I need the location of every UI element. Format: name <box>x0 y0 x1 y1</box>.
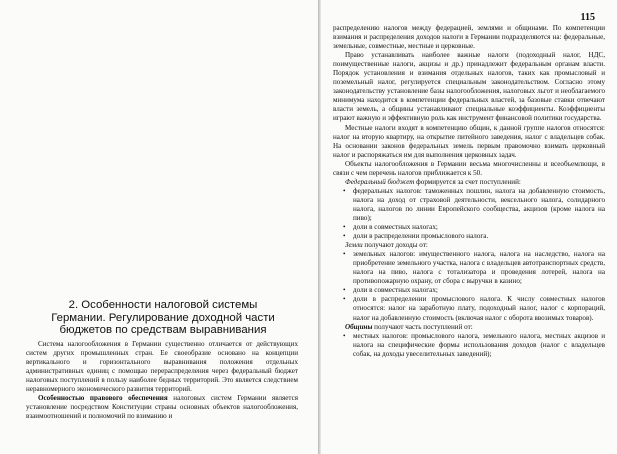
list-item-text: местных налогов: промыслового налога, земельного налога, местных акцизов и налога на специфические формы использования доходов (налог с владельцев собак, на доходы увеселительных заведений); <box>353 331 605 358</box>
heading-line-1: 2. Особенности налоговой системы <box>68 299 258 311</box>
list-item <box>333 223 605 232</box>
list-item <box>333 332 605 359</box>
list-item-text: доли в совместных налогах; <box>353 286 438 295</box>
federal-budget-term: Федеральный бюджет <box>345 177 415 186</box>
bullet-icon: • <box>343 250 346 259</box>
federal-budget-intro <box>333 178 605 187</box>
bullet-icon: • <box>343 331 346 340</box>
list-item-text: земельных налогов: имущественного налога, налога на наследство, налога на приобретение земельного участка, налога с владельцев автотранспортных средств, налога на пиво, налога с тотализатора и проведения лотерей, налога на противопожарную охрану, от сбора с выручки в казино; <box>353 250 605 286</box>
lands-intro <box>333 241 605 250</box>
bullet-icon: • <box>343 295 346 304</box>
list-item <box>333 286 605 295</box>
left-text-column <box>26 340 298 421</box>
paragraph-system-overview: Система налогообложения в Германии существенно отличается от действующих систем других промышленных стран. Ее своеобразие основано на концепции вертикального и горизонтального выравнивания положения отдельных административных единиц с помощью перераспределения через федеральный бюджет налоговых поступлений в пользу наиболее бедных территорий. Это является следствием неравномерного экономического развития территорий. <box>26 340 298 394</box>
lands-text: получают доходы от: <box>362 241 428 250</box>
bullet-icon: • <box>343 232 346 241</box>
bullet-icon: • <box>343 223 346 232</box>
bullet-icon: • <box>343 286 346 295</box>
paragraph-tax-objects: Объекты налогообложения в Германии весьма многочисленны и всеобъемлющи, в связи с чем перечень налогов приближается к 50. <box>333 159 605 177</box>
paragraph-tax-powers: Право устанавливать наиболее важные налоги (подоходный налог, НДС, поимущественные налоги, акцизы и др.) принадлежит федеральным органам власти. Порядок установления и взимания отдельных налогов, таких как промысловый и поземельный налог, регулируется специальным законодательством. Согласно этому законодательству установление базы налогообложения, налоговых льгот и необлагаемого минимума находится в компетенции федеральных властей, за базовые ставки отвечают власти земель, а общины устанавливают специальные коэффициенты. Коэффициенты играют важную и эффективную роль как инструмент финансовой политики государства. <box>333 51 605 123</box>
paragraph-distribution: распределению налогов между федерацией, землями и общинами. По компетенции взимания и распределения доходов налоги в Германии подразделяются на: федеральные, земельные, совместные, местные и церковные. <box>333 24 605 51</box>
list-item <box>333 187 605 223</box>
communities-text: получают часть поступлений от: <box>372 322 473 331</box>
heading-line-3: бюджетов по средствам выравнивания <box>59 324 267 337</box>
communities-term: Общины <box>345 322 373 331</box>
paragraph-local-taxes: Местные налоги входят в компетенцию общин, к данной группе налогов относятся: налог на вторую квартиру, на открытие питейного заведения, налог с владельцев собак. На основании законов федеральных земель первым правомочно взимать церковный налог и распоряжаться им для выполнения церковных задач. <box>333 123 605 159</box>
page-number: 115 <box>580 12 595 23</box>
communities-intro <box>333 323 605 332</box>
paragraph-text: налоговых систем Германии является установление посредством Конституции страны основных объектов налогообложения, взаимоотношений и полномочий по взиманию и <box>26 394 298 421</box>
federal-budget-text: формируется за счет поступлений: <box>414 177 521 186</box>
section-heading <box>18 299 308 337</box>
list-item <box>333 250 605 286</box>
bullet-icon: • <box>343 186 346 195</box>
lands-term: Земли <box>345 241 363 250</box>
lead-phrase: Особенностью правового обеспечения <box>38 394 168 403</box>
right-text-column <box>333 24 605 359</box>
list-item-text: доли в распределении промыслового налога. К числу совместных налогов относятся: налог на заработную плату, подоходный налог, налог с корпораций, налог на добавленную стоимость (включая налог с оборота ввозимых товаров). <box>353 295 605 322</box>
right-page <box>321 0 617 454</box>
list-item-text: федеральных налогов: таможенных пошлин, налога на добавленную стоимость, налога на доход от страховой деятельности, вексельного налога, солидарного налога, налогов по линии Европейского сообщества, акцизов (кроме налога на пиво); <box>353 186 605 222</box>
paragraph-legal-features <box>26 394 298 421</box>
list-item <box>333 295 605 322</box>
heading-line-2: Германии. Регулирование доходной части <box>51 311 275 324</box>
list-item <box>333 232 605 241</box>
list-item-text: доли в совместных налогах; <box>353 223 438 232</box>
list-item-text: доли в распределении промыслового налога. <box>353 232 489 241</box>
